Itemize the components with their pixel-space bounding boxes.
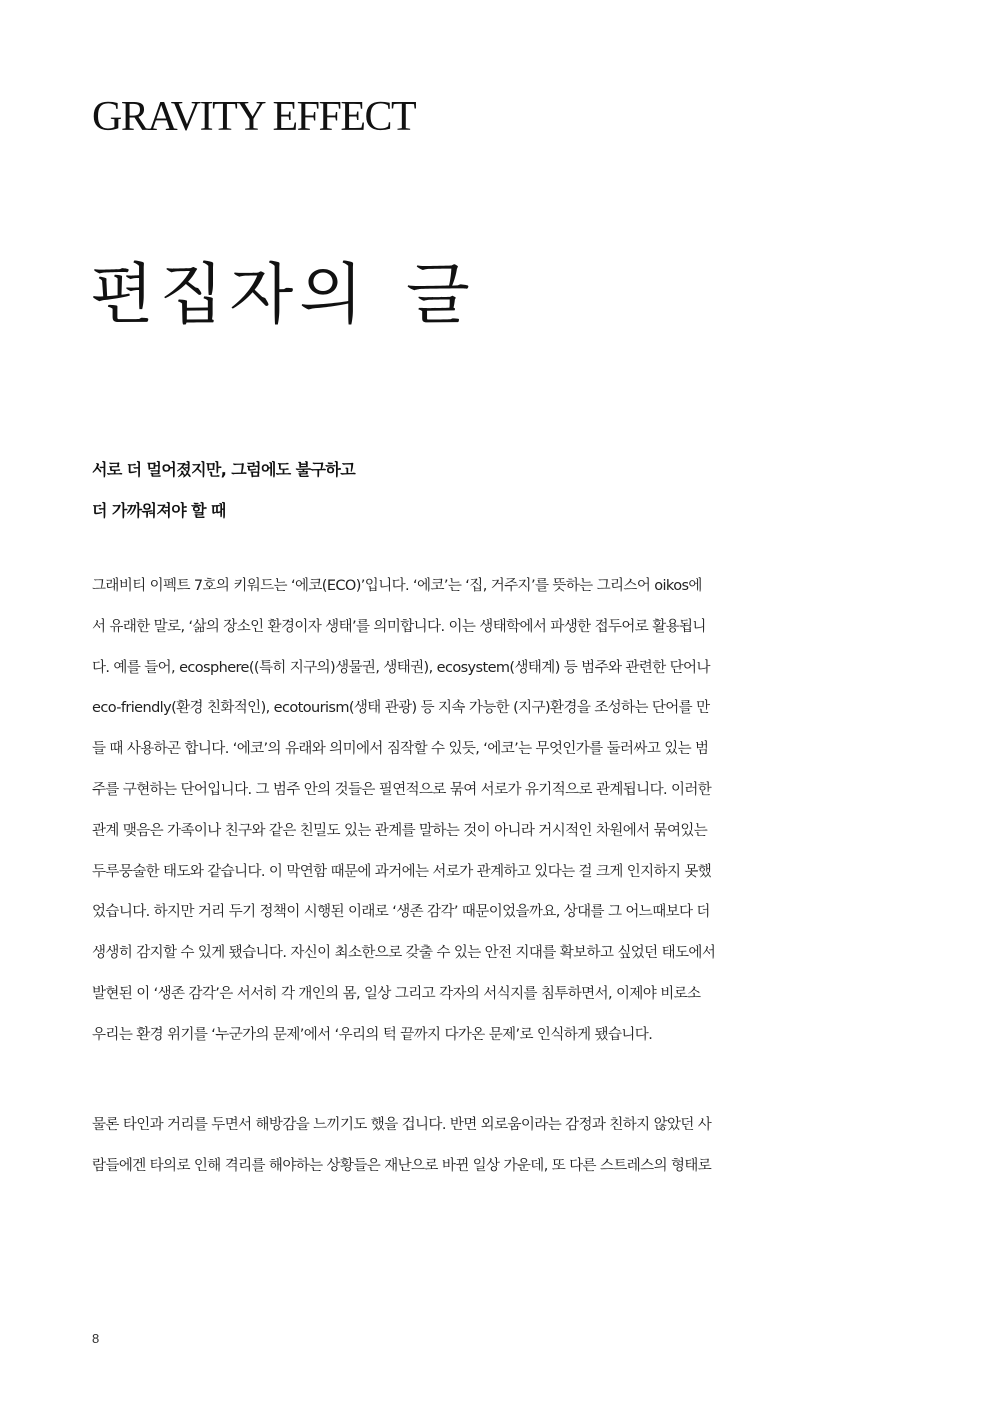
subtitle-line: 더 가까워져야 할 때	[92, 501, 226, 520]
paragraph-line: 람들에겐 타의로 인해 격리를 해야하는 상황들은 재난으로 바뀐 일상 가운데, 또 다른 스트레스의 형태로	[92, 1157, 712, 1174]
paragraph-line: 주를 구현하는 단어입니다. 그 범주 안의 것들은 필연적으로 묶여 서로가 유기적으로 관계됩니다. 이러한	[92, 781, 712, 798]
paragraph-line: 그래비티 이펙트 7호의 키워드는 ‘에코(ECO)’입니다. ‘에코’는 ‘집, 거주지’를 뜻하는 그리스어 oikos에	[92, 578, 702, 594]
paragraph-line: 두루뭉술한 태도와 같습니다. 이 막연함 때문에 과거에는 서로가 관계하고 있다는 걸 크게 인지하지 못했	[92, 863, 712, 880]
page-number: 8	[92, 1331, 100, 1346]
paragraph-line: 발현된 이 ‘생존 감각’은 서서히 각 개인의 몸, 일상 그리고 각자의 서식지를 침투하면서, 이제야 비로소	[92, 985, 701, 1002]
paragraph-line: 었습니다. 하지만 거리 두기 정책이 시행된 이래로 ‘생존 감각’ 때문이었을까요, 상대를 그 어느때보다 더	[92, 904, 710, 921]
subtitle-line: 서로 더 멀어졌지만, 그럼에도 불구하고	[92, 460, 356, 479]
paragraph-line: 다. 예를 들어, ecosphere((특히 지구의)생물권, 생태권), ecosystem(생태계) 등 범주와 관련한 단어나	[92, 659, 710, 676]
paragraph-line: 생생히 감지할 수 있게 됐습니다. 자신이 최소한으로 갖출 수 있는 안전 지대를 확보하고 싶었던 태도에서	[92, 945, 716, 962]
paragraph-line: 우리는 환경 위기를 ‘누군가의 문제’에서 ‘우리의 턱 끝까지 다가온 문제’로 인식하게 됐습니다.	[92, 1026, 653, 1043]
body-paragraph	[92, 1105, 892, 1187]
paragraph-line: 물론 타인과 거리를 두면서 해방감을 느끼기도 했을 겁니다. 반면 외로움이라는 감정과 친하지 않았던 사	[92, 1117, 712, 1133]
paragraph-line: 들 때 사용하곤 합니다. ‘에코’의 유래와 의미에서 짐작할 수 있듯, ‘에코’는 무엇인가를 둘러싸고 있는 범	[92, 741, 709, 758]
subtitle	[92, 449, 892, 531]
page-title: 편집자의 글	[90, 256, 476, 333]
paragraph-line: 관계 맺음은 가족이나 친구와 같은 친밀도 있는 관계를 말하는 것이 아니라 거시적인 차원에서 묶여있는	[92, 822, 708, 839]
paragraph-line: 서 유래한 말로, ‘삶의 장소인 환경이자 생태’를 의미합니다. 이는 생태학에서 파생한 접두어로 활용됩니	[92, 618, 706, 635]
body-paragraph	[92, 566, 892, 1056]
paragraph-line: eco-friendly(환경 친화적인), ecotourism(생태 관광) 등 지속 가능한 (지구)환경을 조성하는 단어를 만	[92, 700, 710, 717]
magazine-brand: GRAVITY EFFECT	[92, 94, 416, 140]
